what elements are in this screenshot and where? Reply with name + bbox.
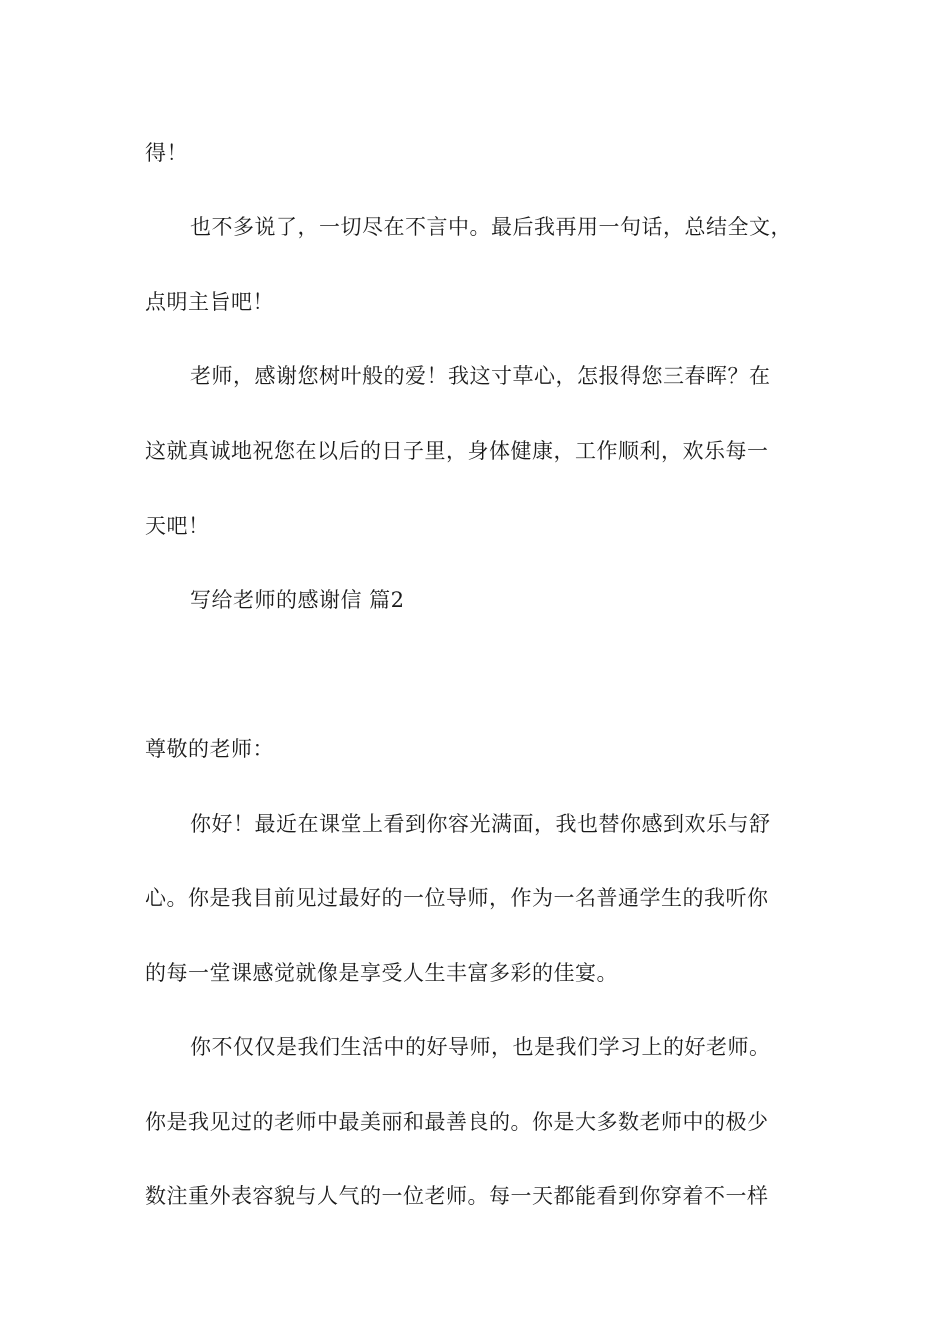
text-line: 心。你是我目前见过最好的一位导师，作为一名普通学生的我听你 bbox=[145, 886, 769, 910]
text-line: 的每一堂课感觉就像是享受人生丰富多彩的佳宴。 bbox=[145, 961, 618, 985]
text-line: 天吧！ bbox=[145, 514, 210, 538]
text-line: 数注重外表容貌与人气的一位老师。每一天都能看到你穿着不一样 bbox=[145, 1184, 769, 1208]
text-line: 得！ bbox=[145, 141, 188, 165]
text-line: 点明主旨吧！ bbox=[145, 290, 274, 314]
text-line: 你不仅仅是我们生活中的好导师，也是我们学习上的好老师。 bbox=[190, 1035, 771, 1059]
text-line: 也不多说了，一切尽在不言中。最后我再用一句话，总结全文， bbox=[190, 215, 792, 239]
text-line: 老师，感谢您树叶般的爱！我这寸草心，怎报得您三春晖？在 bbox=[190, 364, 771, 388]
text-line: 你是我见过的老师中最美丽和最善良的。你是大多数老师中的极少 bbox=[145, 1110, 769, 1134]
text-line: 这就真诚地祝您在以后的日子里，身体健康，工作顺利，欢乐每一 bbox=[145, 439, 769, 463]
section-heading: 写给老师的感谢信 篇2 bbox=[190, 588, 405, 612]
salutation: 尊敬的老师： bbox=[145, 737, 274, 761]
text-line: 你好！最近在课堂上看到你容光满面，我也替你感到欢乐与舒 bbox=[190, 812, 771, 836]
